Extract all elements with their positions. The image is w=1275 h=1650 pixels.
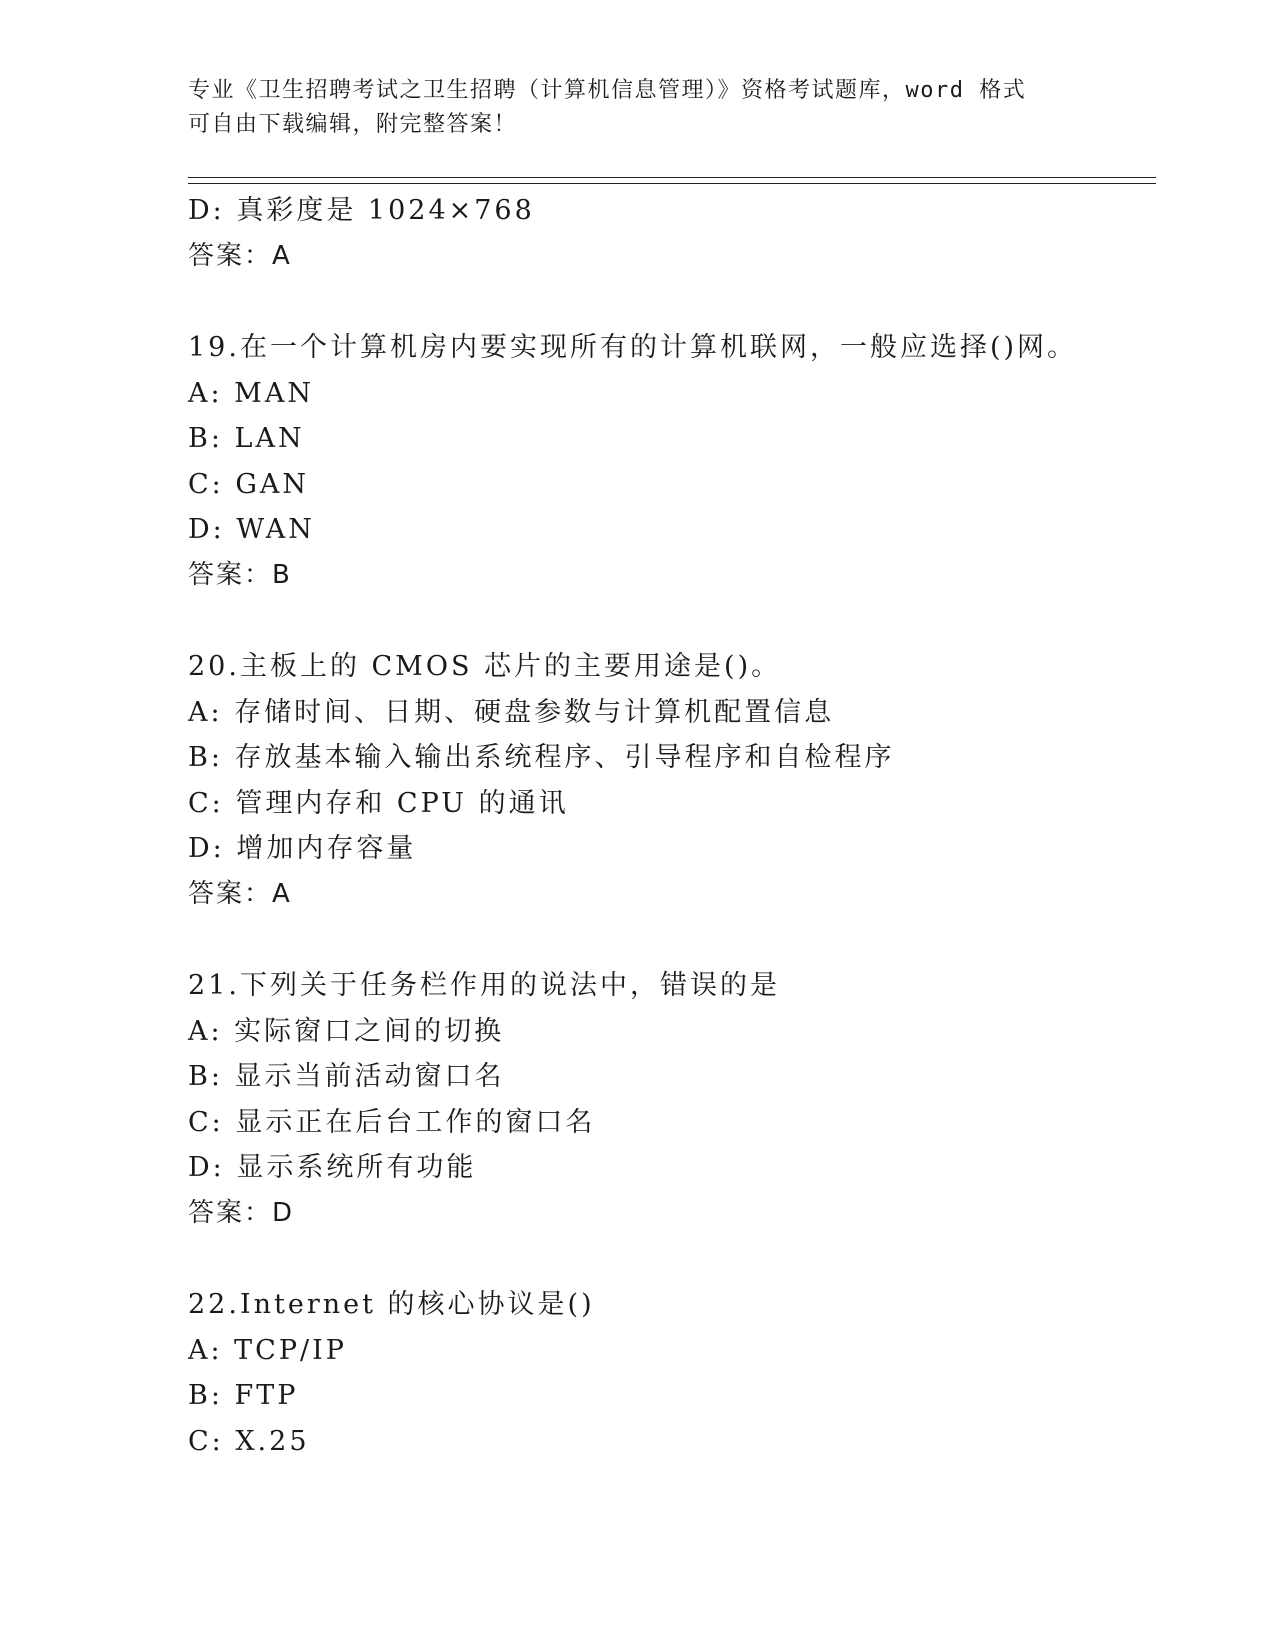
question-stem: 21.下列关于任务栏作用的说法中，错误的是 [188, 970, 780, 1001]
spacer [188, 598, 1156, 644]
question-stem: 19.在一个计算机房内要实现所有的计算机联网，一般应选择()网。 [188, 332, 1078, 363]
answer-line: 答案：D [188, 1197, 295, 1228]
option-b: B: FTP [188, 1380, 299, 1411]
option-d: D: 真彩度是 1024×768 [188, 195, 535, 226]
question-list [188, 188, 1156, 1464]
header-rule-bottom [188, 183, 1156, 184]
header-rule-top [188, 177, 1156, 178]
option-d: D: WAN [188, 514, 315, 545]
option-a: A: TCP/IP [188, 1334, 347, 1366]
option-c: C: 显示正在后台工作的窗口名 [188, 1106, 596, 1138]
option-a: A: 实际窗口之间的切换 [188, 1015, 505, 1047]
header-line-2: 可自由下载编辑，附完整答案！ [188, 112, 518, 137]
question-stem: 20.主板上的 CMOS 芯片的主要用途是()。 [188, 651, 782, 682]
option-d: D: 显示系统所有功能 [188, 1152, 477, 1183]
option-b: B: 存放基本输入输出系统程序、引导程序和自检程序 [188, 742, 895, 773]
option-c: C: 管理内存和 CPU 的通讯 [188, 787, 569, 819]
question-stem: 22.Internet 的核心协议是() [188, 1289, 595, 1320]
option-c: C: X.25 [188, 1425, 310, 1457]
document-header [188, 74, 1068, 142]
option-a: A: 存储时间、日期、硬盘参数与计算机配置信息 [188, 696, 835, 728]
answer-line: 答案：A [188, 878, 292, 909]
option-c: C: GAN [188, 468, 310, 500]
header-line-1: 专业《卫生招聘考试之卫生招聘（计算机信息管理）》资格考试题库，word 格式 [188, 78, 1027, 103]
answer-line: 答案：A [188, 240, 292, 271]
option-b: B: 显示当前活动窗口名 [188, 1061, 505, 1092]
option-d: D: 增加内存容量 [188, 833, 417, 864]
spacer [188, 279, 1156, 325]
answer-line: 答案：B [188, 559, 292, 590]
spacer [188, 917, 1156, 963]
spacer [188, 1236, 1156, 1282]
option-b: B: LAN [188, 423, 305, 454]
option-a: A: MAN [188, 377, 314, 409]
